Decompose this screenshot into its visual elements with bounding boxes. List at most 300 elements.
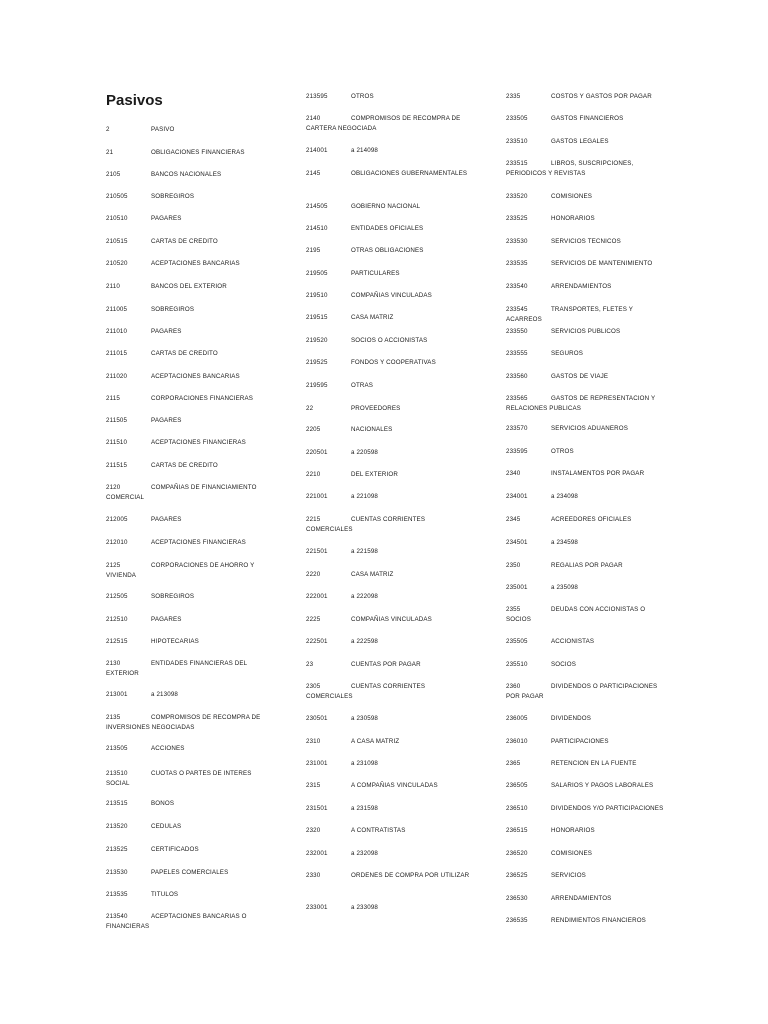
account-code: 2210 <box>306 471 321 478</box>
account-entry <box>306 737 472 747</box>
account-description: COMPAÑIAS VINCULADAS <box>351 616 432 623</box>
account-description: a 221098 <box>351 493 379 500</box>
account-code: 213505 <box>106 745 128 752</box>
account-description: ACEPTACIONES FINANCIERAS <box>151 539 246 546</box>
account-description: a 220598 <box>351 449 379 456</box>
account-entry <box>106 561 272 581</box>
account-code: 213535 <box>106 891 128 898</box>
account-description: HONORARIOS <box>551 827 595 834</box>
account-entry <box>106 483 272 503</box>
account-description: OBLIGACIONES FINANCIERAS <box>151 149 245 156</box>
account-description: SERVICIOS ADUANEROS <box>551 425 629 432</box>
account-code: 233545 <box>506 306 528 313</box>
account-code: 2115 <box>106 395 120 402</box>
account-code: 234501 <box>506 539 528 546</box>
account-description: a 230598 <box>351 715 379 722</box>
account-entry <box>306 714 472 724</box>
account-code: 212010 <box>106 539 128 546</box>
account-entry <box>506 137 666 147</box>
account-description: INSTALAMENTOS POR PAGAR <box>551 470 645 477</box>
account-entry <box>106 799 272 809</box>
account-description: DIVIDENDOS Y/O PARTICIPACIONES <box>551 805 664 812</box>
account-code: 233510 <box>506 138 528 145</box>
account-code: 2335 <box>506 93 521 100</box>
account-entry <box>506 372 666 382</box>
account-description: PAPELES COMERCIALES <box>151 869 229 876</box>
account-code: 213530 <box>106 869 128 876</box>
account-code: 214001 <box>306 147 328 154</box>
account-code: 211515 <box>106 462 128 469</box>
account-description: CERTIFICADOS <box>151 846 199 853</box>
account-entry <box>106 744 272 754</box>
account-entry <box>306 224 472 234</box>
account-entry <box>306 114 472 134</box>
account-description: OBLIGACIONES GUBERNAMENTALES <box>351 170 468 177</box>
account-description: a 231598 <box>351 805 379 812</box>
account-description: SERVICIOS PUBLICOS <box>551 328 621 335</box>
account-entry <box>106 890 272 900</box>
account-entry <box>106 148 272 158</box>
account-code: 232001 <box>306 850 328 857</box>
account-entry <box>506 259 666 269</box>
account-code: 211510 <box>106 439 128 446</box>
account-entry <box>306 202 472 212</box>
account-description: DIVIDENDOS O PARTICIPACIONES POR PAGAR <box>506 683 658 700</box>
account-entry <box>506 916 666 926</box>
account-code: 2330 <box>306 872 321 879</box>
account-entry <box>506 447 666 457</box>
account-description: PAGARES <box>151 215 182 222</box>
account-description: CUOTAS O PARTES DE INTERES SOCIAL <box>106 770 252 787</box>
account-description: COMISIONES <box>551 850 593 857</box>
account-entry <box>106 416 272 426</box>
account-entry <box>106 259 272 269</box>
account-code: 212510 <box>106 616 128 623</box>
account-entry <box>306 637 472 647</box>
account-code: 222001 <box>306 593 328 600</box>
account-code: 236535 <box>506 917 528 924</box>
account-code: 2110 <box>106 283 120 290</box>
account-code: 219520 <box>306 337 328 344</box>
account-entry <box>106 690 272 700</box>
account-description: SOBREGIROS <box>151 193 195 200</box>
account-code: 2135 <box>106 714 121 721</box>
account-entry <box>506 583 666 593</box>
account-code: 2320 <box>306 827 321 834</box>
account-description: a 235098 <box>551 584 579 591</box>
account-code: 219515 <box>306 314 328 321</box>
account-description: RETENCION EN LA FUENTE <box>551 760 637 767</box>
account-code: 234001 <box>506 493 528 500</box>
account-description: OTROS <box>551 448 574 455</box>
account-code: 211020 <box>106 373 128 380</box>
account-description: OTRAS OBLIGACIONES <box>351 247 424 254</box>
account-description: GASTOS FINANCIEROS <box>551 115 624 122</box>
account-description: ACREEDORES OFICIALES <box>551 516 632 523</box>
account-description: SALARIOS Y PAGOS LABORALES <box>551 782 654 789</box>
account-description: NACIONALES <box>351 426 393 433</box>
account-description: a 231098 <box>351 760 379 767</box>
account-entry <box>506 282 666 292</box>
account-code: 230501 <box>306 715 328 722</box>
account-code: 211015 <box>106 350 128 357</box>
account-description: ACEPTACIONES BANCARIAS O FINANCIERAS <box>106 913 247 930</box>
account-code: 235505 <box>506 638 528 645</box>
account-description: PASIVO <box>151 126 175 133</box>
account-entry <box>506 561 666 571</box>
account-code: 214510 <box>306 225 328 232</box>
account-code: 219595 <box>306 382 328 389</box>
account-entry <box>306 381 472 391</box>
account-entry <box>506 804 666 814</box>
account-entry <box>306 425 472 435</box>
account-description: TITULOS <box>151 891 179 898</box>
account-description: COMPROMISOS DE RECOMPRA DE CARTERA NEGOCIADA <box>306 115 461 132</box>
account-entry <box>306 826 472 836</box>
account-code: 236005 <box>506 715 528 722</box>
account-description: COSTOS Y GASTOS POR PAGAR <box>551 93 652 100</box>
account-code: 213001 <box>106 691 128 698</box>
account-code: 233520 <box>506 193 528 200</box>
account-description: BANCOS NACIONALES <box>151 171 222 178</box>
account-code: 2340 <box>506 470 521 477</box>
account-entry <box>306 92 472 102</box>
account-entry <box>106 394 272 404</box>
account-code: 219525 <box>306 359 328 366</box>
account-code: 233550 <box>506 328 528 335</box>
account-entry <box>306 269 472 279</box>
account-code: 2350 <box>506 562 521 569</box>
account-description: OTRAS <box>351 382 374 389</box>
account-entry <box>306 682 472 702</box>
account-code: 22 <box>306 405 314 412</box>
account-description: GASTOS DE REPRESENTACION Y RELACIONES PUBLICAS <box>506 395 656 412</box>
account-code: 233505 <box>506 115 528 122</box>
account-entry <box>506 781 666 791</box>
account-code: 233535 <box>506 260 528 267</box>
account-entry <box>106 214 272 224</box>
account-entry <box>306 903 472 913</box>
account-entry <box>506 714 666 724</box>
account-entry <box>306 804 472 814</box>
account-entry <box>306 146 472 156</box>
account-code: 212505 <box>106 593 128 600</box>
account-description: COMPAÑIAS DE FINANCIAMIENTO COMERCIAL <box>106 484 257 501</box>
account-code: 211505 <box>106 417 128 424</box>
account-entry <box>506 515 666 525</box>
account-description: a 234098 <box>551 493 579 500</box>
account-description: CUENTAS CORRIENTES COMERCIALES <box>306 516 426 533</box>
account-description: COMPAÑIAS VINCULADAS <box>351 292 432 299</box>
account-entry <box>506 159 666 179</box>
account-code: 213510 <box>106 770 128 777</box>
account-entry <box>306 515 472 535</box>
account-code: 213515 <box>106 800 128 807</box>
account-code: 210520 <box>106 260 128 267</box>
account-entry <box>506 605 666 625</box>
account-code: 2125 <box>106 562 121 569</box>
account-entry <box>506 192 666 202</box>
account-description: FONDOS Y COOPERATIVAS <box>351 359 436 366</box>
account-code: 2360 <box>506 683 521 690</box>
account-code: 2120 <box>106 484 121 491</box>
account-code: 210515 <box>106 238 128 245</box>
account-entry <box>106 192 272 202</box>
account-description: PROVEEDORES <box>351 405 401 412</box>
account-description: COMPROMISOS DE RECOMPRA DE INVERSIONES NEGOCIADAS <box>106 714 261 731</box>
account-entry <box>306 759 472 769</box>
account-entry <box>306 291 472 301</box>
account-entry <box>506 114 666 124</box>
account-code: 2220 <box>306 571 321 578</box>
account-description: a 221598 <box>351 548 379 555</box>
account-description: ENTIDADES FINANCIERAS DEL EXTERIOR <box>106 660 248 677</box>
account-description: HONORARIOS <box>551 215 595 222</box>
account-description: a 213098 <box>151 691 179 698</box>
account-description: PAGARES <box>151 616 182 623</box>
account-description: SOCIOS <box>551 661 576 668</box>
account-code: 2130 <box>106 660 121 667</box>
account-entry <box>106 538 272 548</box>
account-entry <box>106 845 272 855</box>
account-code: 2305 <box>306 683 321 690</box>
account-code: 2140 <box>306 115 321 122</box>
account-code: 2145 <box>306 170 321 177</box>
account-entry <box>306 470 472 480</box>
account-description: RENDIMIENTOS FINANCIEROS <box>551 917 646 924</box>
account-description: a 222598 <box>351 638 379 645</box>
account-entry <box>106 615 272 625</box>
account-code: 233565 <box>506 395 528 402</box>
account-description: A COMPAÑIAS VINCULADAS <box>351 782 438 789</box>
account-description: ARRENDAMIENTOS <box>551 895 612 902</box>
account-description: SOCIOS O ACCIONISTAS <box>351 337 428 344</box>
account-code: 220501 <box>306 449 328 456</box>
account-code: 233515 <box>506 160 528 167</box>
account-description: SOBREGIROS <box>151 593 195 600</box>
account-code: 214505 <box>306 203 328 210</box>
account-description: GASTOS LEGALES <box>551 138 609 145</box>
account-code: 233540 <box>506 283 528 290</box>
account-entry <box>306 169 472 179</box>
account-description: HIPOTECARIAS <box>151 638 199 645</box>
account-entry <box>306 849 472 859</box>
account-code: 233560 <box>506 373 528 380</box>
account-code: 2105 <box>106 171 121 178</box>
account-description: OTROS <box>351 93 374 100</box>
account-entry <box>306 781 472 791</box>
account-entry <box>506 826 666 836</box>
account-entry <box>306 871 472 881</box>
account-entry <box>506 305 666 325</box>
account-description: A CASA MATRIZ <box>351 738 400 745</box>
account-code: 2225 <box>306 616 321 623</box>
account-description: SOBREGIROS <box>151 306 195 313</box>
account-code: 213540 <box>106 913 128 920</box>
account-entry <box>106 769 272 789</box>
account-code: 211010 <box>106 328 128 335</box>
account-code: 210505 <box>106 193 128 200</box>
account-description: CASA MATRIZ <box>351 314 394 321</box>
account-description: A CONTRATISTAS <box>351 827 406 834</box>
account-description: CARTAS DE CREDITO <box>151 462 218 469</box>
account-code: 212515 <box>106 638 128 645</box>
account-code: 219505 <box>306 270 328 277</box>
account-entry <box>306 336 472 346</box>
account-description: SERVICIOS DE MANTENIMIENTO <box>551 260 653 267</box>
account-code: 221001 <box>306 493 328 500</box>
account-description: DEUDAS CON ACCIONISTAS O SOCIOS <box>506 606 646 623</box>
account-code: 23 <box>306 661 314 668</box>
account-entry <box>506 92 666 102</box>
account-description: SERVICIOS TECNICOS <box>551 238 621 245</box>
account-description: CARTAS DE CREDITO <box>151 350 218 357</box>
account-entry <box>106 170 272 180</box>
account-entry <box>506 871 666 881</box>
account-entry <box>106 461 272 471</box>
account-entry <box>306 615 472 625</box>
account-code: 2 <box>106 126 110 133</box>
account-code: 233595 <box>506 448 528 455</box>
account-entry <box>306 313 472 323</box>
account-code: 233570 <box>506 425 528 432</box>
account-description: PAGARES <box>151 516 182 523</box>
account-code: 221501 <box>306 548 328 555</box>
account-entry <box>506 237 666 247</box>
account-description: CUENTAS POR PAGAR <box>351 661 421 668</box>
account-description: SERVICIOS <box>551 872 586 879</box>
account-description: ENTIDADES OFICIALES <box>351 225 424 232</box>
account-entry <box>506 394 666 414</box>
account-code: 236525 <box>506 872 528 879</box>
account-entry <box>306 358 472 368</box>
account-code: 219510 <box>306 292 328 299</box>
account-code: 2355 <box>506 606 521 613</box>
account-entry <box>106 822 272 832</box>
page-title: Pasivos <box>106 92 163 109</box>
account-description: CASA MATRIZ <box>351 571 394 578</box>
account-code: 231001 <box>306 760 328 767</box>
account-description: PARTICULARES <box>351 270 400 277</box>
account-code: 235510 <box>506 661 528 668</box>
account-code: 212005 <box>106 516 128 523</box>
account-code: 210510 <box>106 215 128 222</box>
account-entry <box>506 737 666 747</box>
account-description: LIBROS, SUSCRIPCIONES, PERIODICOS Y REVISTAS <box>506 160 634 177</box>
account-description: CUENTAS CORRIENTES COMERCIALES <box>306 683 426 700</box>
account-code: 236510 <box>506 805 528 812</box>
account-code: 231501 <box>306 805 328 812</box>
account-entry <box>506 849 666 859</box>
account-description: CORPORACIONES DE AHORRO Y VIVIENDA <box>106 562 255 579</box>
account-code: 233001 <box>306 904 328 911</box>
account-entry <box>106 713 272 733</box>
account-description: ACEPTACIONES BANCARIAS <box>151 260 240 267</box>
account-entry <box>106 912 272 932</box>
account-code: 236010 <box>506 738 528 745</box>
account-code: 213595 <box>306 93 328 100</box>
account-description: CEDULAS <box>151 823 182 830</box>
account-entry <box>306 246 472 256</box>
account-code: 222501 <box>306 638 328 645</box>
account-description: PARTICIPACIONES <box>551 738 609 745</box>
account-entry <box>506 492 666 502</box>
account-description: SEGUROS <box>551 350 583 357</box>
account-description: ORDENES DE COMPRA POR UTILIZAR <box>351 872 470 879</box>
account-description: TRANSPORTES, FLETES Y ACARREOS <box>506 306 633 323</box>
account-code: 2345 <box>506 516 521 523</box>
account-entry <box>106 327 272 337</box>
account-entry <box>506 214 666 224</box>
account-description: a 233098 <box>351 904 379 911</box>
account-entry <box>306 570 472 580</box>
account-entry <box>306 592 472 602</box>
account-entry <box>506 349 666 359</box>
account-code: 233530 <box>506 238 528 245</box>
account-description: a 222098 <box>351 593 379 600</box>
account-entry <box>106 125 272 135</box>
account-description: DIVIDENDOS <box>551 715 592 722</box>
account-entry <box>306 492 472 502</box>
account-entry <box>106 592 272 602</box>
account-code: 2310 <box>306 738 321 745</box>
account-code: 233525 <box>506 215 528 222</box>
account-entry <box>506 327 666 337</box>
account-description: ACEPTACIONES BANCARIAS <box>151 373 240 380</box>
account-code: 213520 <box>106 823 128 830</box>
account-entry <box>506 682 666 702</box>
account-code: 2365 <box>506 760 521 767</box>
account-entry <box>106 305 272 315</box>
account-code: 233555 <box>506 350 528 357</box>
account-entry <box>106 237 272 247</box>
account-description: CARTAS DE CREDITO <box>151 238 218 245</box>
account-entry <box>506 637 666 647</box>
account-entry <box>306 404 472 414</box>
account-code: 2215 <box>306 516 321 523</box>
account-description: BONOS <box>151 800 175 807</box>
account-description: a 234598 <box>551 539 579 546</box>
account-description: a 214098 <box>351 147 379 154</box>
account-entry <box>106 438 272 448</box>
account-entry <box>506 469 666 479</box>
account-entry <box>306 660 472 670</box>
account-entry <box>106 372 272 382</box>
account-description: GOBIERNO NACIONAL <box>351 203 421 210</box>
account-entry <box>106 868 272 878</box>
account-entry <box>506 538 666 548</box>
account-code: 236520 <box>506 850 528 857</box>
account-description: ACEPTACIONES FINANCIERAS <box>151 439 246 446</box>
account-description: CORPORACIONES FINANCIERAS <box>151 395 254 402</box>
account-entry <box>106 349 272 359</box>
account-description: PAGARES <box>151 328 182 335</box>
account-description: ACCIONES <box>151 745 185 752</box>
account-description: REGALIAS POR PAGAR <box>551 562 623 569</box>
account-entry <box>506 660 666 670</box>
account-code: 236505 <box>506 782 528 789</box>
account-description: ARRENDAMIENTOS <box>551 283 612 290</box>
account-code: 213525 <box>106 846 128 853</box>
account-entry <box>106 282 272 292</box>
account-entry <box>106 515 272 525</box>
account-entry <box>506 759 666 769</box>
account-description: BANCOS DEL EXTERIOR <box>151 283 227 290</box>
account-entry <box>306 547 472 557</box>
account-entry <box>106 659 272 679</box>
account-entry <box>106 637 272 647</box>
account-entry <box>306 448 472 458</box>
